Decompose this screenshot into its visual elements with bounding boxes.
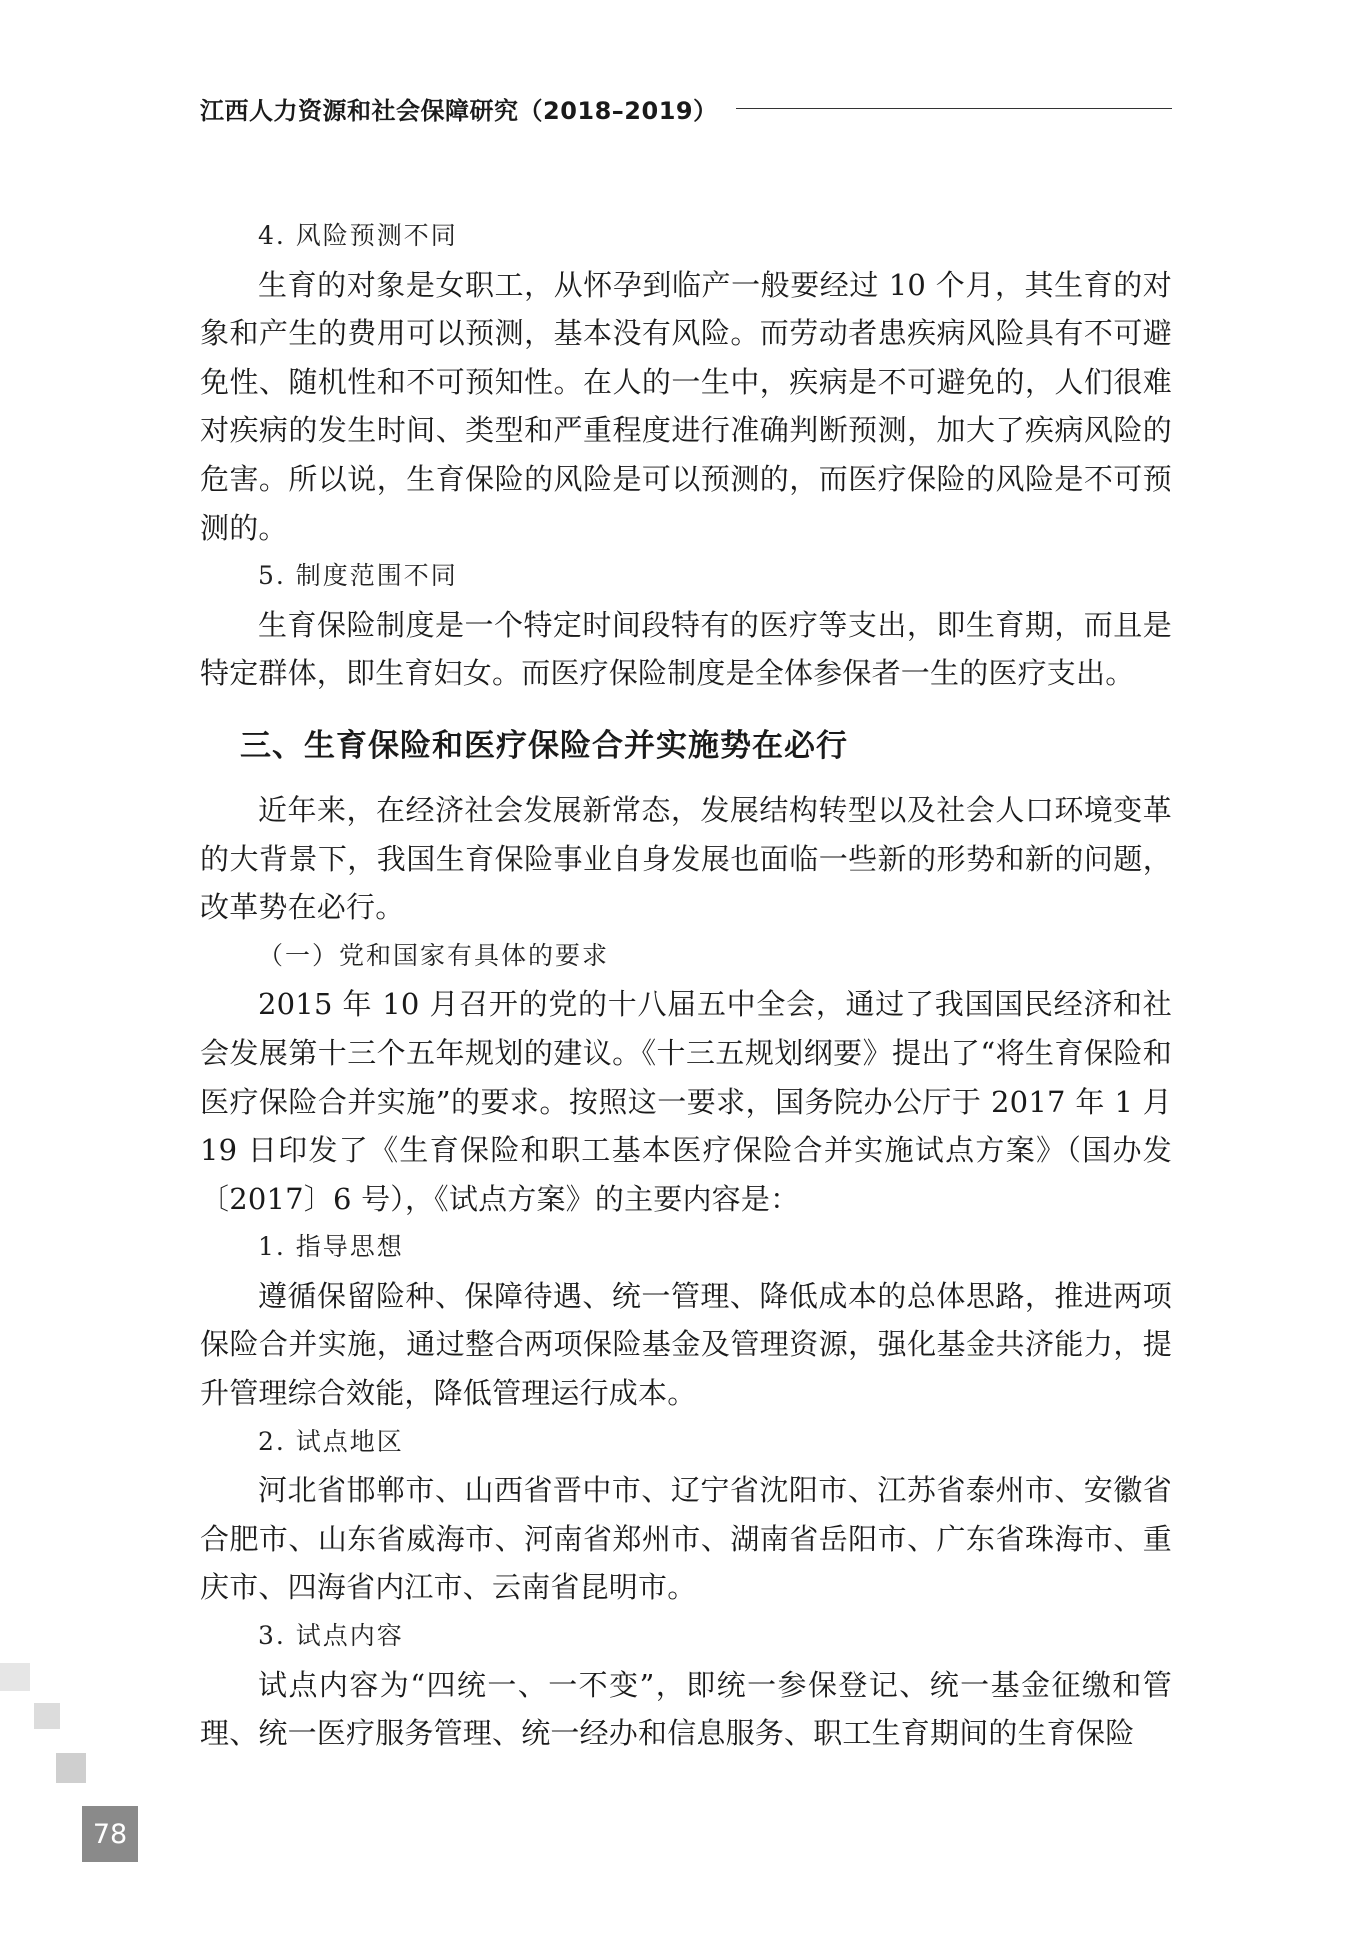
running-title: 江西人力资源和社会保障研究（2018–2019） <box>200 96 718 125</box>
subheading-pilot-content: 3. 试点内容 <box>258 1621 404 1651</box>
page-body <box>200 212 1172 1758</box>
subheading-system-scope: 5. 制度范围不同 <box>258 561 458 591</box>
paragraph-party-requirements: 2015 年 10 月召开的党的十八届五中全会，通过了我国国民经济和社会发展第十三个五年规划的建议。《十三五规划纲要》提出了“将生育保险和医疗保险合并实施”的要求。按照这一要求，国务院办公厅于 2017 年 1 月 19 日印发了《生育保险和职工基本医疗保险合并实施试点方案》（国办发〔2017〕6 号），《试点方案》的主要内容是： <box>200 987 1172 1216</box>
running-header <box>200 88 1172 128</box>
corner-decoration-block <box>0 1663 30 1691</box>
subheading-risk-prediction: 4. 风险预测不同 <box>258 221 458 250</box>
paragraph-background: 近年来，在经济社会发展新常态，发展结构转型以及社会人口环境变革的大背景下，我国生育保险事业自身发展也面临一些新的形势和新的问题，改革势在必行。 <box>200 792 1172 925</box>
paragraph-guiding-ideology: 遵循保留险种、保障待遇、统一管理、降低成本的总体思路，推进两项保险合并实施，通过整合两项保险基金及管理资源，强化基金共济能力，提升管理综合效能，降低管理运行成本。 <box>200 1278 1172 1411</box>
subheading-party-requirements: （一）党和国家有具体的要求 <box>258 940 610 970</box>
page-number: 78 <box>82 1806 138 1862</box>
header-rule <box>736 108 1172 109</box>
subheading-pilot-areas: 2. 试点地区 <box>258 1426 404 1456</box>
paragraph-pilot-content: 试点内容为“四统一、一不变”，即统一参保登记、统一基金征缴和管理、统一医疗服务管理、统一经办和信息服务、职工生育期间的生育保险 <box>200 1667 1172 1751</box>
section-heading-merger: 三、生育保险和医疗保险合并实施势在必行 <box>240 727 848 764</box>
paragraph-system-scope: 生育保险制度是一个特定时间段特有的医疗等支出，即生育期，而且是特定群体，即生育妇女。而医疗保险制度是全体参保者一生的医疗支出。 <box>200 607 1172 691</box>
corner-decoration-block <box>34 1703 60 1729</box>
paragraph-risk-prediction: 生育的对象是女职工，从怀孕到临产一般要经过 10 个月，其生育的对象和产生的费用可以预测，基本没有风险。而劳动者患疾病风险具有不可避免性、随机性和不可预知性。在人的一生中，疾病是不可避免的，人们很难对疾病的发生时间、类型和严重程度进行准确判断预测，加大了疾病风险的危害。所以说，生育保险的风险是可以预测的，而医疗保险的风险是不可预测的。 <box>200 267 1172 545</box>
subheading-guiding-ideology: 1. 指导思想 <box>258 1232 404 1262</box>
corner-decoration-block <box>56 1753 86 1783</box>
paragraph-pilot-areas: 河北省邯郸市、山西省晋中市、辽宁省沈阳市、江苏省泰州市、安徽省合肥市、山东省威海市、河南省郑州市、湖南省岳阳市、广东省珠海市、重庆市、四海省内江市、云南省昆明市。 <box>200 1473 1172 1605</box>
